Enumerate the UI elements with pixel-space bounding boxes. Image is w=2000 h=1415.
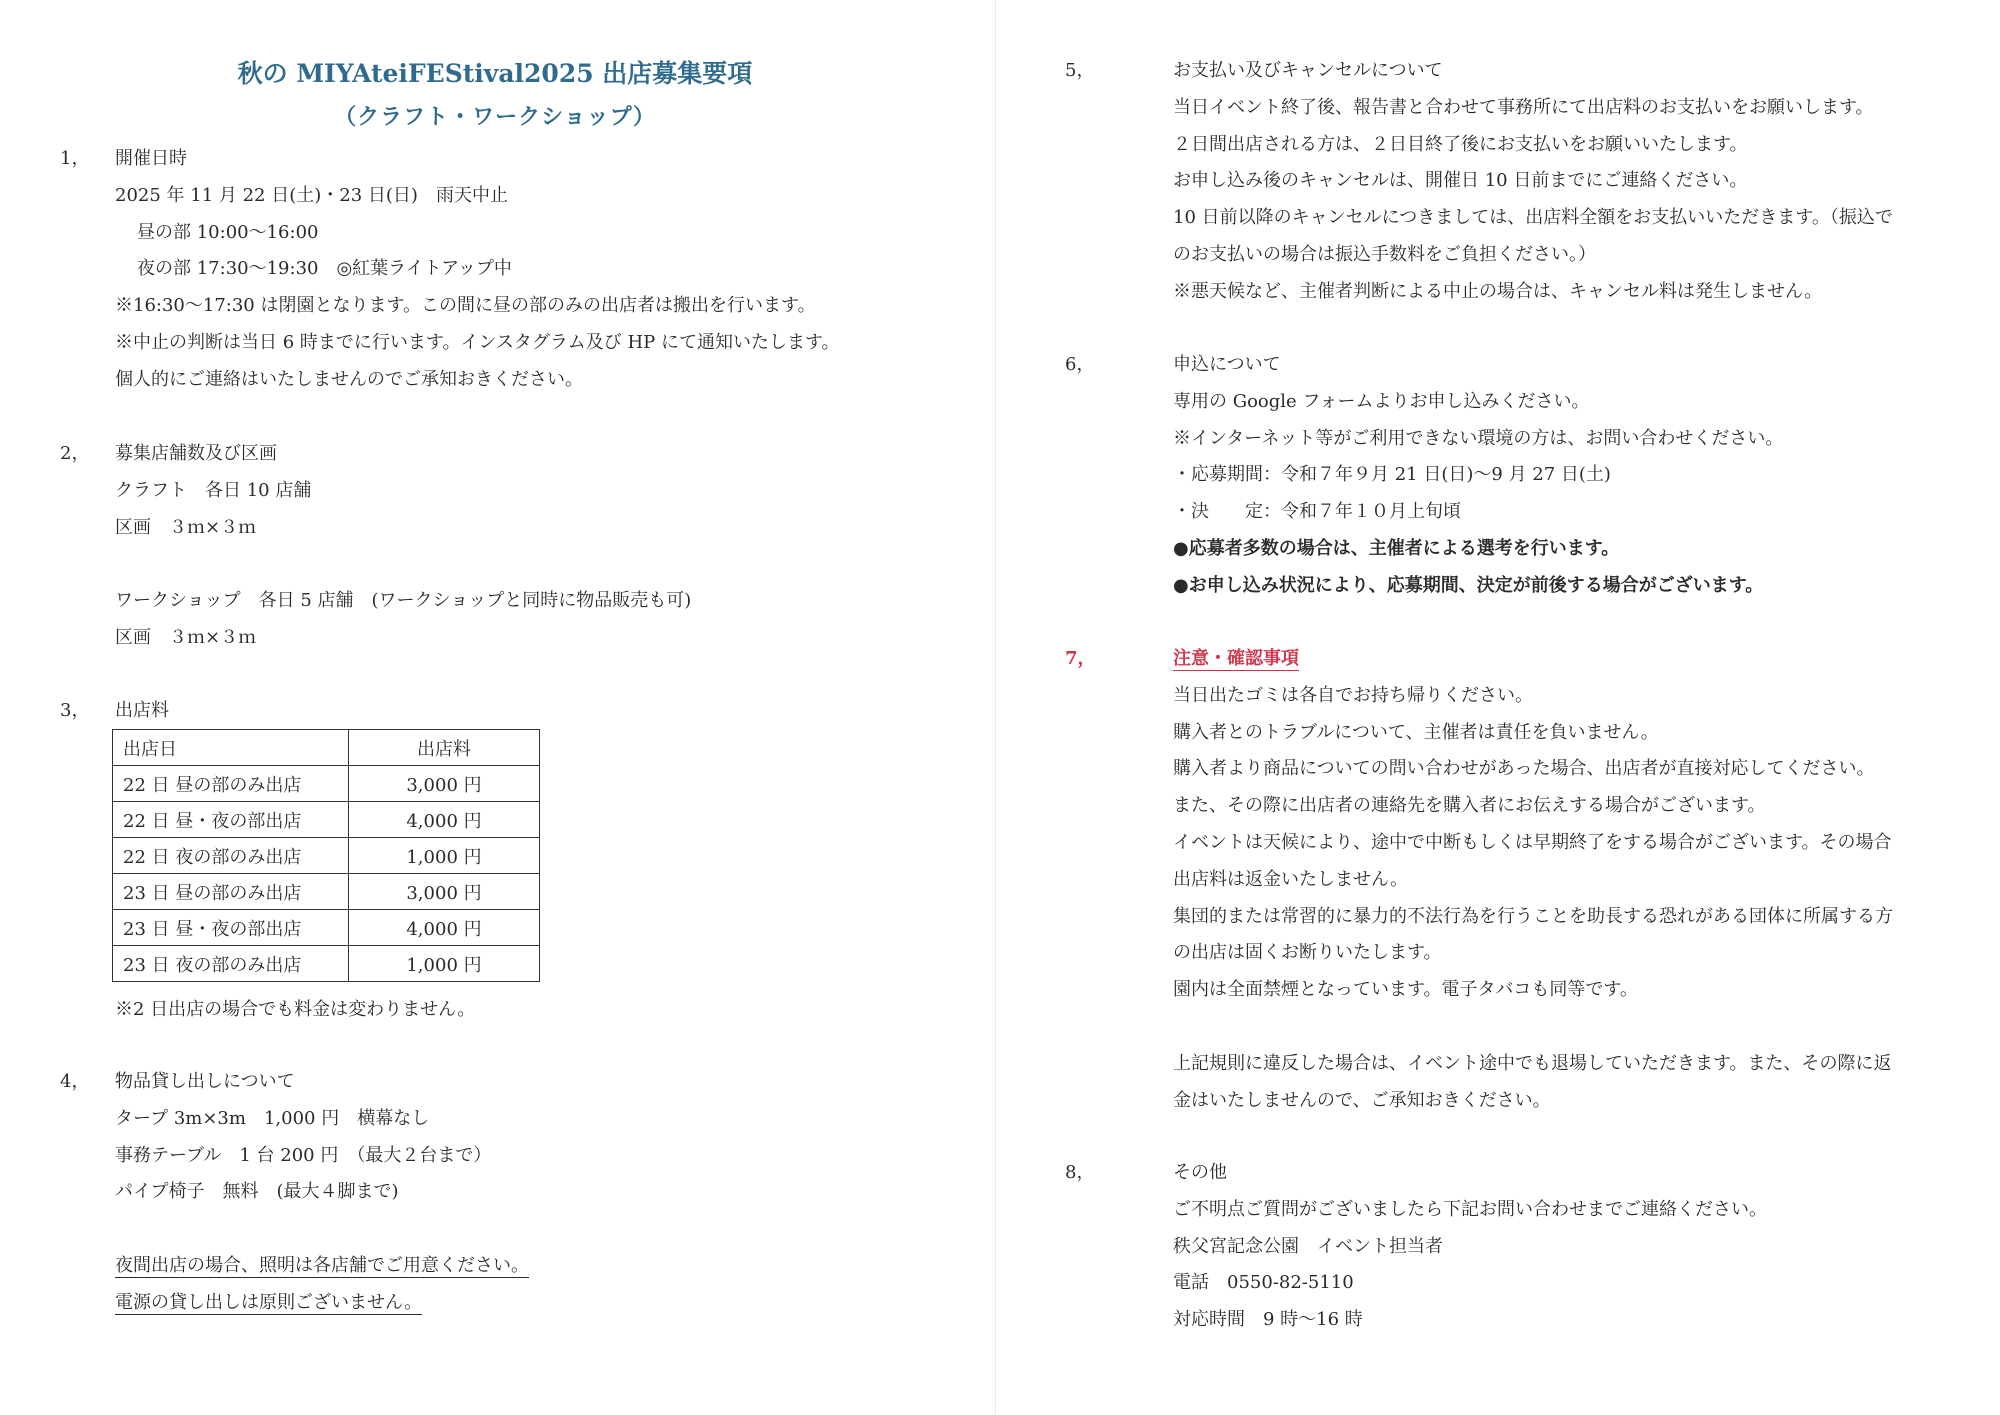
right-page [1010, 0, 2000, 1415]
craft-count: クラフト 各日 10 店舗 [115, 479, 312, 501]
application-line: 専用の Google フォームよりお申し込みください。 [1173, 390, 1590, 412]
header-fee: 出店料 [349, 730, 540, 766]
payment-line: 10 日前以降のキャンセルにつきましては、出店料全額をお支払いいただきます。（振込で [1173, 207, 1893, 229]
event-dates: 2025 年 11 月 22 日(土)・23 日(日) 雨天中止 [115, 184, 508, 206]
rule-line: 購入者より商品についての問い合わせがあった場合、出店者が直接対応してください。 [1173, 758, 1875, 780]
day-session: 昼の部 10:00～16:00 [137, 221, 319, 243]
contact-name: 秩父宮記念公園 イベント担当者 [1173, 1235, 1443, 1257]
payment-line: のお支払いの場合は振込手数料をご負担ください。） [1173, 243, 1596, 265]
cell-date: 23 日 昼・夜の部出店 [113, 910, 349, 946]
power-note: 電源の貸し出しは原則ございません。 [115, 1291, 423, 1313]
section-number: 7， [1065, 648, 1096, 669]
section-number: 2， [60, 443, 90, 464]
cell-date: 22 日 昼の部のみ出店 [113, 766, 349, 802]
payment-line: お申し込み後のキャンセルは、開催日 10 日前までにご連絡ください。 [1173, 170, 1748, 192]
cell-fee: 3,000 円 [349, 874, 540, 910]
payment-line: ２日間出店される方は、２日目終了後にお支払いをお願いいたします。 [1173, 133, 1748, 155]
section-heading: 物品貸し出しについて [115, 1071, 295, 1092]
cell-fee: 1,000 円 [349, 946, 540, 982]
night-session: 夜の部 17:30～19:30 ◎紅葉ライトアップ中 [137, 258, 512, 280]
section-number: 6， [1065, 354, 1095, 375]
contact-phone: 電話 0550-82-5110 [1173, 1272, 1354, 1294]
document-title: 秋の MIYAteiFEStival2025 出店募集要項 [237, 59, 753, 88]
fee-table [112, 729, 540, 982]
cell-fee: 1,000 円 [349, 838, 540, 874]
rule-line: 購入者とのトラブルについて、主催者は責任を負いません。 [1173, 721, 1659, 743]
lighting-note: 夜間出店の場合、照明は各店舗でご用意ください。 [115, 1254, 529, 1276]
section-heading: 注意・確認事項 [1173, 648, 1299, 669]
selection-note: ●応募者多数の場合は、主催者による選考を行います。 [1173, 537, 1620, 559]
table-row [113, 874, 540, 910]
section-number: 3， [60, 700, 90, 721]
table-row [113, 766, 540, 802]
section-heading: その他 [1173, 1162, 1227, 1183]
cell-date: 22 日 昼・夜の部出店 [113, 802, 349, 838]
inquiry-line: ご不明点ご質問がございましたら下記お問い合わせまでご連絡ください。 [1173, 1198, 1767, 1220]
fee-note-block [115, 992, 475, 1029]
header-date: 出店日 [113, 730, 349, 766]
table-row [113, 838, 540, 874]
cell-fee: 4,000 円 [349, 802, 540, 838]
fee-note: ※2 日出店の場合でも料金は変わりません。 [115, 999, 476, 1020]
craft-lot-size: 区画 ３ｍ×３ｍ [115, 516, 257, 538]
section-heading: お支払い及びキャンセルについて [1173, 60, 1443, 81]
left-page [0, 0, 990, 1415]
section-number: 1， [60, 148, 90, 169]
cell-date: 23 日 昼の部のみ出店 [113, 874, 349, 910]
cell-date: 22 日 夜の部のみ出店 [113, 838, 349, 874]
payment-line: ※悪天候など、主催者判断による中止の場合は、キャンセル料は発生しません。 [1173, 280, 1823, 302]
contact-notice: 個人的にご連絡はいたしませんのでご承知おきください。 [115, 368, 583, 390]
rule-line: 当日出たゴミは各自でお持ち帰りください。 [1173, 684, 1533, 706]
table-row [113, 910, 540, 946]
closing-note: ※16:30～17:30 は閉園となります。この間に昼の部のみの出店者は搬出を行います。 [115, 295, 816, 317]
decision-date: ・決 定：令和７年１０月上旬頃 [1173, 501, 1461, 523]
rule-line: 出店料は返金いたしません。 [1173, 868, 1409, 890]
section-number: 5， [1065, 60, 1095, 81]
cell-fee: 3,000 円 [349, 766, 540, 802]
rule-line: の出店は固くお断りいたします。 [1173, 942, 1442, 964]
rental-chair: パイプ椅子 無料 (最大４脚まで) [115, 1181, 399, 1203]
page-fold [995, 0, 996, 1415]
workshop-lot-size: 区画 ３ｍ×３ｍ [115, 626, 257, 648]
workshop-count: ワークショップ 各日 5 店舗 (ワークショップと同時に物品販売も可) [115, 590, 692, 612]
rule-line: 園内は全面禁煙となっています。電子タバコも同等です。 [1173, 979, 1638, 1001]
application-line: ※インターネット等がご利用できない環境の方は、お問い合わせください。 [1173, 427, 1784, 449]
section-number: 4， [60, 1071, 90, 1092]
rule-line: イベントは天候により、途中で中断もしくは早期終了をする場合がございます。その場合 [1173, 831, 1892, 853]
table-header-row [113, 730, 540, 766]
document-subtitle: （クラフト・ワークショップ） [334, 104, 656, 130]
application-period: ・応募期間：令和７年９月 21 日(日)～9 月 27 日(土) [1173, 464, 1611, 486]
violation-line: 金はいたしませんので、ご承知おきください。 [1173, 1089, 1551, 1111]
section-heading: 出店料 [115, 700, 169, 721]
contact-hours: 対応時間 9 時～16 時 [1173, 1309, 1363, 1331]
section-number: 8， [1065, 1162, 1095, 1183]
cell-date: 23 日 夜の部のみ出店 [113, 946, 349, 982]
rule-line: また、その際に出店者の連絡先を購入者にお伝えする場合がございます。 [1173, 795, 1766, 817]
violation-line: 上記規則に違反した場合は、イベント途中でも退場していただきます。また、その際に返 [1173, 1052, 1892, 1074]
rule-line: 集団的または常習的に暴力的不法行為を行うことを助長する恐れがある団体に所属する方 [1173, 905, 1893, 927]
rental-tarp: タープ 3m×3m 1,000 円 横幕なし [115, 1107, 430, 1129]
cancellation-notice: ※中止の判断は当日 6 時までに行います。インスタグラム及び HP にて通知いたします。 [115, 331, 840, 353]
section-heading: 申込について [1173, 354, 1281, 375]
cell-fee: 4,000 円 [349, 910, 540, 946]
table-row [113, 802, 540, 838]
rental-table: 事務テーブル 1 台 200 円 （最大２台まで） [115, 1144, 492, 1166]
section-heading: 開催日時 [115, 148, 187, 169]
table-row [113, 946, 540, 982]
schedule-note: ●お申し込み状況により、応募期間、決定が前後する場合がございます。 [1173, 574, 1764, 596]
section-heading: 募集店舗数及び区画 [115, 443, 277, 464]
payment-line: 当日イベント終了後、報告書と合わせて事務所にて出店料のお支払いをお願いします。 [1173, 96, 1874, 118]
